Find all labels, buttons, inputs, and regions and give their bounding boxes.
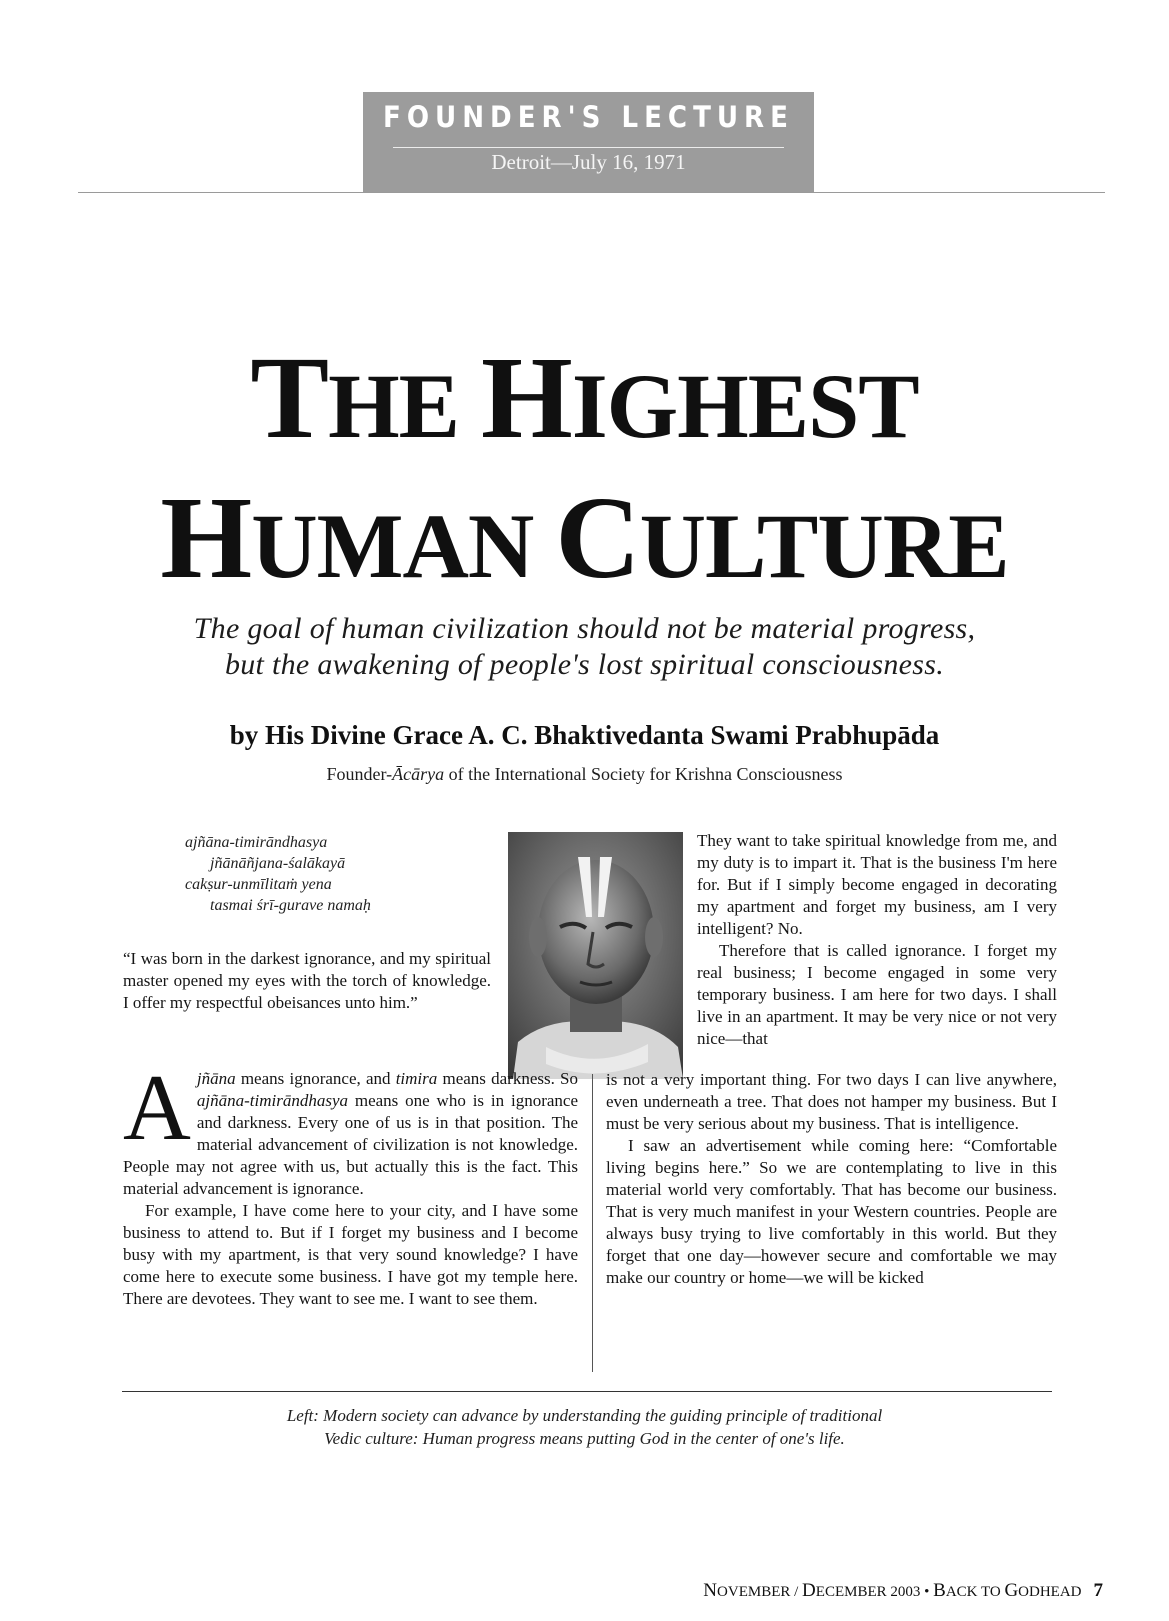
- body-column-right-bottom: [606, 1069, 1057, 1289]
- author-title: [0, 764, 1169, 785]
- footer-issue: D: [802, 1580, 816, 1601]
- sanskrit-verse: [185, 832, 371, 916]
- verse-line: ajñāna-timirāndhasya: [185, 834, 328, 851]
- title-cap: T: [250, 332, 329, 463]
- subtitle-line-2: but the awakening of people's lost spiritual consciousness.: [224, 648, 945, 681]
- body-column-left: [123, 1056, 578, 1310]
- footer-magazine: G: [1004, 1580, 1019, 1601]
- body-paragraph: For example, I have come here to your city, and I have some business to attend to. But if I forget my business and I become busy with my apartment, is that very sound knowledge? I have come here to execute some business. I have got my temple here. There are devotees. They want to see me. I want to see them.: [123, 1201, 578, 1308]
- drop-cap: A: [123, 1056, 191, 1160]
- body-text: means one who is in ignorance and darkness. Every one of us is in that position. The material advancement of civilization is not knowledge. People may not agree with us, but actually this is the fact. This material advancement is ignorance.: [123, 1091, 578, 1198]
- title-cap: C: [555, 472, 640, 603]
- page-footer: [703, 1580, 1103, 1602]
- footer-issue: OVEMBER /: [717, 1584, 803, 1600]
- subtitle-line-1: The goal of human civilization should not be material progress,: [193, 612, 976, 645]
- body-paragraph: Therefore that is called ignorance. I forget my real business; I become engaged in some very temporary business. I am here for two days. I shall live in an apartment. It may be very nice or not very nice—that: [697, 941, 1057, 1048]
- body-text: means darkness. So: [437, 1069, 578, 1088]
- footer-magazine: ACK TO: [945, 1584, 1005, 1600]
- acarya-word: Ācārya: [392, 764, 445, 784]
- series-title: FOUNDER'S LECTURE: [383, 100, 794, 134]
- sanskrit-term: timira: [395, 1069, 438, 1088]
- footer-issue: ECEMBER 2003 •: [815, 1584, 934, 1600]
- section-header-box: [363, 92, 814, 192]
- column-divider: [592, 1074, 593, 1372]
- footer-magazine: B: [933, 1580, 946, 1601]
- sanskrit-term: jñāna: [196, 1069, 236, 1088]
- founder-suffix: of the International Society for Krishna Consciousness: [444, 764, 843, 784]
- title-word: HE: [328, 355, 482, 457]
- page-number: 7: [1093, 1580, 1103, 1601]
- body-paragraph: They want to take spiritual knowledge from me, and my duty is to impart it. That is the business I'm here for. But if I simply become engaged in decorating my apartment and forget my business, am I very intelligent? No.: [697, 831, 1057, 938]
- caption-line: Left: Modern society can advance by understanding the guiding principle of traditional: [286, 1406, 883, 1425]
- bottom-rule: [122, 1391, 1052, 1392]
- body-paragraph: [123, 1056, 578, 1200]
- verse-line: cakṣur-unmīlitaṁ yena: [185, 876, 332, 893]
- footer-magazine: ODHEAD: [1018, 1584, 1082, 1600]
- photo-caption: [0, 1404, 1169, 1450]
- title-word: ULTURE: [639, 495, 1009, 597]
- title-word: UMAN: [251, 495, 556, 597]
- body-column-right-top: [697, 830, 1057, 1050]
- body-paragraph: I saw an advertisement while coming here: “Comfortable living begins here.” So we are contemplating to live in this material world very comfortably. That has become our business. That is very much manifest in your Western countries. People are always busy trying to live comfortably in this world. But they forget that one day—however secure and comfortable we may make our country or home—we will be kicked: [606, 1136, 1057, 1287]
- body-text: means ignorance, and: [235, 1069, 396, 1088]
- author-byline: by His Divine Grace A. C. Bhaktivedanta Swami Prabhupāda: [229, 720, 940, 750]
- founder-prefix: Founder-: [326, 764, 393, 784]
- title-cap: H: [481, 332, 572, 463]
- lecture-dateline: Detroit—July 16, 1971: [491, 150, 686, 174]
- top-rule: [78, 192, 1105, 193]
- verse-line: jñānāñjana-śalākayā: [210, 855, 346, 872]
- verse-line: tasmai śrī-gurave namaḥ: [210, 897, 371, 914]
- sanskrit-term: ajñāna-timirāndhasya: [196, 1091, 348, 1110]
- article-title-line-2: [0, 470, 1169, 606]
- author-photo: [508, 832, 683, 1079]
- title-word: IGHEST: [571, 355, 919, 457]
- article-title-line-1: [0, 330, 1169, 466]
- caption-line: Vedic culture: Human progress means putting God in the center of one's life.: [324, 1429, 845, 1448]
- body-paragraph: is not a very important thing. For two days I can live anywhere, even underneath a tree. That does not hamper my business. But I must be very serious about my business. That is intelligence.: [606, 1070, 1057, 1133]
- footer-issue: N: [703, 1580, 718, 1601]
- title-cap: H: [160, 472, 252, 603]
- header-divider: [393, 147, 784, 148]
- verse-translation: “I was born in the darkest ignorance, and my spiritual master opened my eyes with the torch of knowledge. I offer my respectful obeisances unto him.”: [123, 949, 491, 1012]
